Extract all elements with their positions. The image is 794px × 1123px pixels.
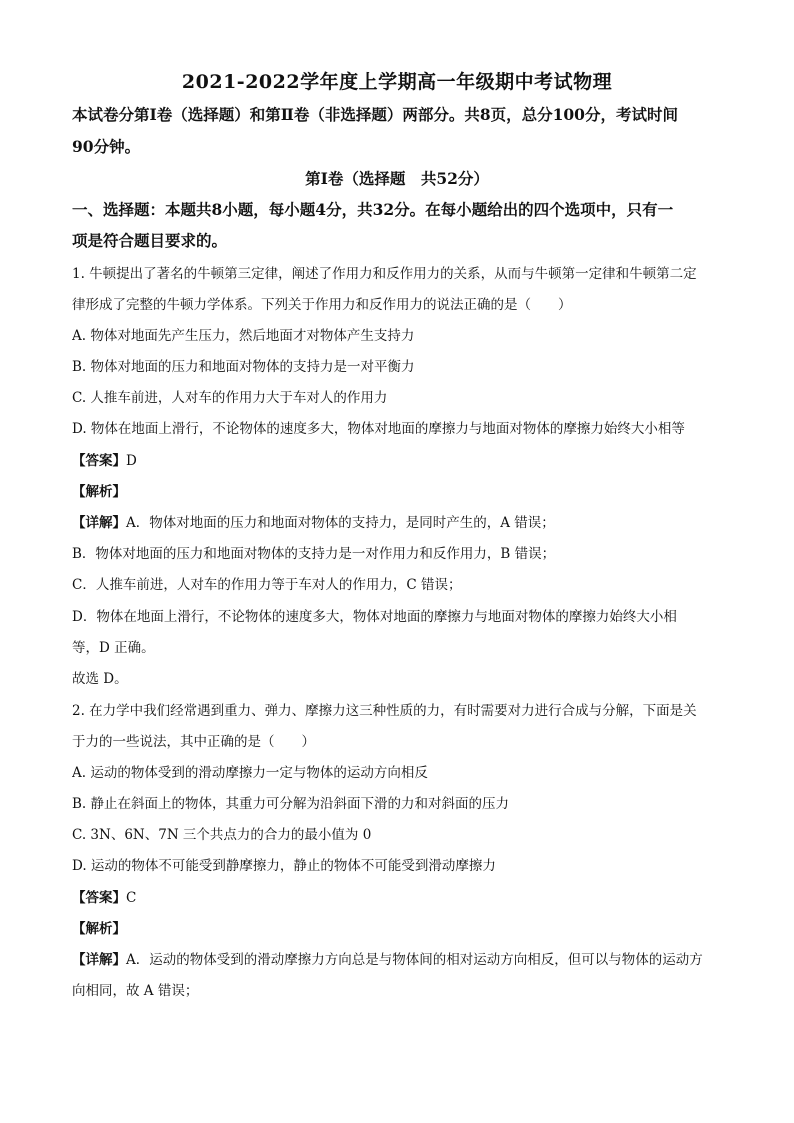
answer-tag: 【答案】	[72, 890, 126, 906]
analysis-tag: 【解析】	[72, 921, 126, 937]
part-instructions: 项是符合题目要求的。	[72, 231, 228, 250]
answer-value: C	[126, 890, 137, 906]
detail-text: A．运动的物体受到的滑动摩擦力方向总是与物体间的相对运动方向相反，但可以与物体的运动方	[126, 952, 703, 968]
page-title: 2021-2022学年度上学期高一年级期中考试物理	[181, 71, 613, 93]
detail-row	[72, 949, 732, 971]
option-d: D. 物体在地面上滑行，不论物体的速度多大，物体对地面的摩擦力与地面对物体的摩擦力始终大小相等	[72, 421, 685, 437]
question-stem: 2. 在力学中我们经常遇到重力、弹力、摩擦力这三种性质的力，有时需要对力进行合成与分解，下面是关	[72, 703, 697, 719]
detail-text: C．人推车前进，人对车的作用力等于车对人的作用力，C 错误；	[72, 577, 462, 593]
detail-tag: 【详解】	[72, 952, 126, 968]
analysis-tag: 【解析】	[72, 484, 126, 500]
answer-row	[72, 887, 732, 909]
question-stem: 律形成了完整的牛顿力学体系。下列关于作用力和反作用力的说法正确的是（ ）	[72, 297, 572, 313]
option-a: A. 物体对地面先产生压力，然后地面才对物体产生支持力	[72, 328, 415, 344]
answer-row	[72, 450, 732, 472]
option-a: A. 运动的物体受到的滑动摩擦力一定与物体的运动方向相反	[72, 765, 428, 781]
part-instructions: 一、选择题：本题共8小题，每小题4分，共32分。在每小题给出的四个选项中，只有一	[72, 200, 674, 219]
detail-row	[72, 512, 732, 534]
question-stem: 1. 牛顿提出了著名的牛顿第三定律，阐述了作用力和反作用力的关系，从而与牛顿第一定律和牛顿第二定	[72, 266, 697, 282]
detail-text: 等，D 正确。	[72, 640, 155, 656]
intro-text: 本试卷分第Ⅰ卷（选择题）和第Ⅱ卷（非选择题）两部分。共8页，总分100分，考试时间	[72, 105, 678, 124]
detail-text: 向相同，故 A 错误；	[72, 983, 199, 999]
option-c: C. 人推车前进，人对车的作用力大于车对人的作用力	[72, 390, 388, 406]
section-heading: 第Ⅰ卷（选择题 共52分）	[305, 169, 489, 188]
option-c: C. 3N、6N、7N 三个共点力的合力的最小值为 0	[72, 827, 372, 843]
detail-tag: 【详解】	[72, 515, 126, 531]
intro-text: 90分钟。	[72, 137, 141, 156]
option-d: D. 运动的物体不可能受到静摩擦力，静止的物体不可能受到滑动摩擦力	[72, 858, 496, 874]
conclusion-text: 故选 D。	[72, 671, 128, 687]
option-b: B. 物体对地面的压力和地面对物体的支持力是一对平衡力	[72, 359, 415, 375]
option-b: B. 静止在斜面上的物体，其重力可分解为沿斜面下滑的力和对斜面的压力	[72, 796, 510, 812]
detail-text: A．物体对地面的压力和地面对物体的支持力，是同时产生的，A 错误；	[126, 515, 555, 531]
detail-text: B．物体对地面的压力和地面对物体的支持力是一对作用力和反作用力，B 错误；	[72, 546, 556, 562]
answer-tag: 【答案】	[72, 453, 126, 469]
question-stem: 于力的一些说法，其中正确的是（ ）	[72, 734, 315, 750]
answer-value: D	[126, 453, 137, 469]
detail-text: D．物体在地面上滑行，不论物体的速度多大，物体对地面的摩擦力与地面对物体的摩擦力始终大小相	[72, 609, 677, 625]
